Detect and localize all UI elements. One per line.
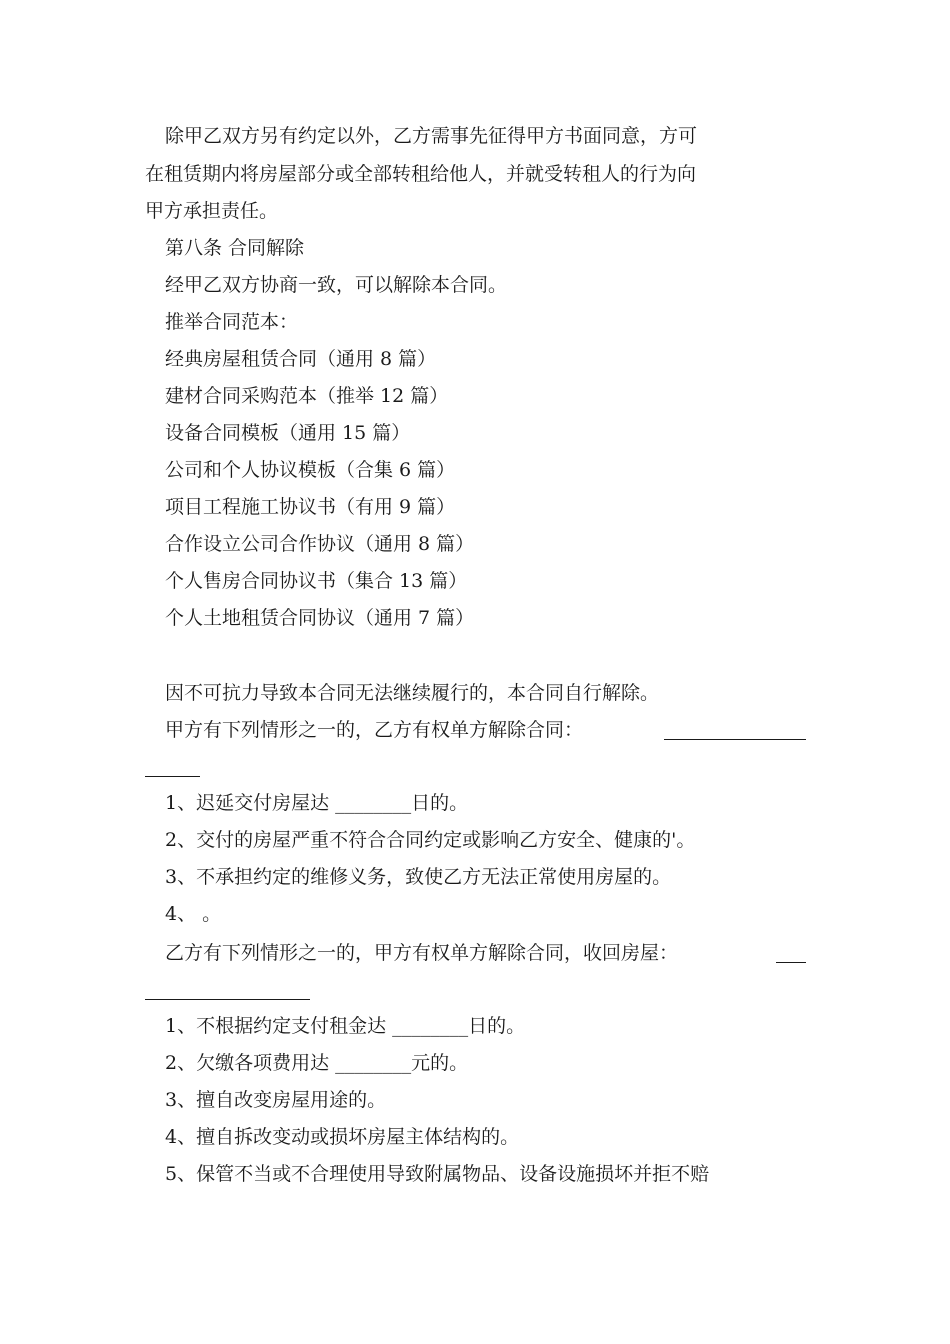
clause-heading: 甲方有下列情形之一的，乙方有权单方解除合同： [165, 719, 584, 741]
paragraph-line: 除甲乙双方另有约定以外，乙方需事先征得甲方书面同意，方可 [165, 125, 698, 147]
clause-item: 4、 。 [165, 903, 222, 925]
clause-item: 1、迟延交付房屋达 ________日的。 [165, 792, 469, 814]
recommended-item: 公司和个人协议模板（合集 6 篇） [165, 459, 456, 481]
blank-underline [776, 962, 806, 963]
clause-item: 3、不承担约定的维修义务，致使乙方无法正常使用房屋的。 [165, 866, 672, 888]
paragraph-line: 因不可抗力导致本合同无法继续履行的，本合同自行解除。 [165, 682, 660, 704]
recommended-item: 项目工程施工协议书（有用 9 篇） [165, 496, 456, 518]
blank-underline [145, 776, 200, 777]
clause-item: 1、不根据约定支付租金达 ________日的。 [165, 1015, 526, 1037]
paragraph-line: 在租赁期内将房屋部分或全部转租给他人，并就受转租人的行为向 [145, 163, 697, 185]
recommended-item: 设备合同模板（通用 15 篇） [165, 422, 411, 444]
article-title: 第八条 合同解除 [165, 237, 305, 259]
paragraph-line: 经甲乙双方协商一致，可以解除本合同。 [165, 274, 508, 296]
clause-heading: 乙方有下列情形之一的，甲方有权单方解除合同，收回房屋： [165, 942, 679, 964]
recommended-item: 建材合同采购范本（推举 12 篇） [165, 385, 449, 407]
recommend-heading: 推举合同范本： [165, 311, 299, 333]
clause-item: 3、擅自改变房屋用途的。 [165, 1089, 387, 1111]
recommended-item: 经典房屋租赁合同（通用 8 篇） [165, 348, 437, 370]
clause-item: 2、交付的房屋严重不符合合同约定或影响乙方安全、健康的'。 [165, 829, 696, 851]
paragraph-line: 甲方承担责任。 [145, 200, 279, 222]
clause-item: 4、擅自拆改变动或损坏房屋主体结构的。 [165, 1126, 520, 1148]
blank-underline [145, 999, 310, 1000]
clause-item: 2、欠缴各项费用达 ________元的。 [165, 1052, 469, 1074]
recommended-item: 个人售房合同协议书（集合 13 篇） [165, 570, 468, 592]
recommended-item: 合作设立公司合作协议（通用 8 篇） [165, 533, 475, 555]
clause-item: 5、保管不当或不合理使用导致附属物品、设备设施损坏并拒不赔 [165, 1163, 710, 1185]
blank-underline [664, 739, 806, 740]
recommended-item: 个人土地租赁合同协议（通用 7 篇） [165, 607, 475, 629]
